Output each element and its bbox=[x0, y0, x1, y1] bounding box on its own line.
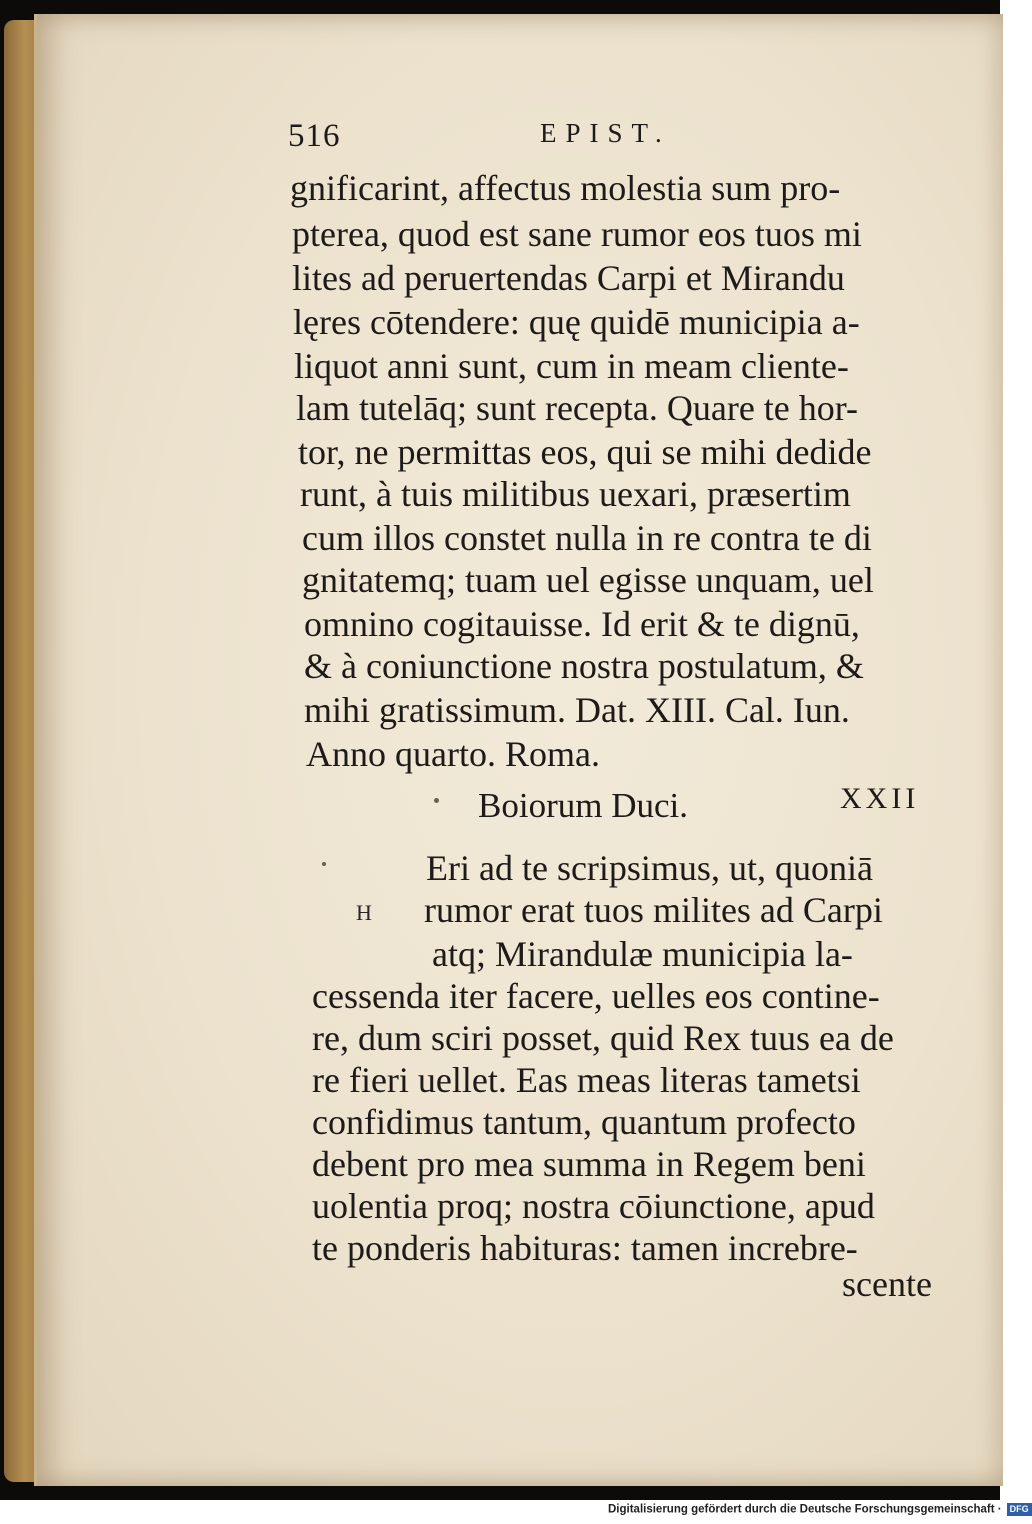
text-line: lites ad peruertendas Carpi et Mirandu bbox=[292, 258, 845, 298]
text-line: omnino cogitauisse. Id erit & te dignū, bbox=[304, 604, 860, 644]
catchword: scente bbox=[842, 1264, 932, 1304]
page-number: 516 bbox=[288, 118, 341, 154]
text-line: gnitatemq; tuam uel egisse unquam, uel bbox=[302, 560, 874, 600]
letter-heading: Boiorum Duci. bbox=[478, 786, 688, 825]
text-line: te ponderis habituras: tamen increbre- bbox=[312, 1228, 858, 1268]
text-line: atq; Mirandulæ municipia la- bbox=[432, 934, 853, 974]
text-line: & à coniunctione nostra postulatum, & bbox=[304, 646, 864, 686]
text-line: Anno quarto. Roma. bbox=[306, 734, 600, 774]
dfg-logo: DFG bbox=[1007, 1503, 1032, 1516]
text-line: rumor erat tuos milites ad Carpi bbox=[424, 890, 883, 930]
ink-speck bbox=[322, 862, 326, 866]
credit-text: Digitalisierung gefördert durch die Deutsche Forschungsgemeinschaft · bbox=[608, 1503, 1002, 1516]
text-line: confidimus tantum, quantum profecto bbox=[312, 1102, 856, 1142]
text-line: lam tutelāq; sunt recepta. Quare te hor- bbox=[296, 388, 859, 428]
text-line: cum illos constet nulla in re contra te di bbox=[302, 518, 872, 558]
text-line: re fieri uellet. Eas meas literas tametsi bbox=[312, 1060, 861, 1100]
digitization-credit bbox=[608, 1503, 1032, 1521]
running-title: EPIST. bbox=[540, 118, 671, 148]
text-line: tor, ne permittas eos, qui se mihi dedide bbox=[298, 432, 872, 472]
text-line: uolentia proq; nostra cōiunctione, apud bbox=[312, 1186, 875, 1226]
text-line: gnificarint, affectus molestia sum pro- bbox=[290, 168, 841, 208]
text-line: mihi gratissimum. Dat. XIII. Cal. Iun. bbox=[304, 690, 850, 730]
text-line: liquot anni sunt, cum in meam cliente- bbox=[294, 346, 849, 386]
guide-letter: H bbox=[356, 900, 372, 925]
text-line: Eri ad te scripsimus, ut, quoniā bbox=[426, 848, 873, 888]
text-line: pterea, quod est sane rumor eos tuos mi bbox=[292, 214, 862, 254]
ink-speck bbox=[434, 798, 439, 803]
letter-number: XXII bbox=[840, 782, 920, 815]
text-line: lęres cōtendere: quę quidē municipia a- bbox=[293, 302, 860, 342]
text-line: re, dum sciri posset, quid Rex tuus ea de bbox=[312, 1018, 894, 1058]
text-line: cessenda iter facere, uelles eos contine- bbox=[312, 976, 880, 1016]
text-line: runt, à tuis militibus uexari, præsertim bbox=[300, 474, 851, 514]
text-line: debent pro mea summa in Regem beni bbox=[312, 1144, 866, 1184]
